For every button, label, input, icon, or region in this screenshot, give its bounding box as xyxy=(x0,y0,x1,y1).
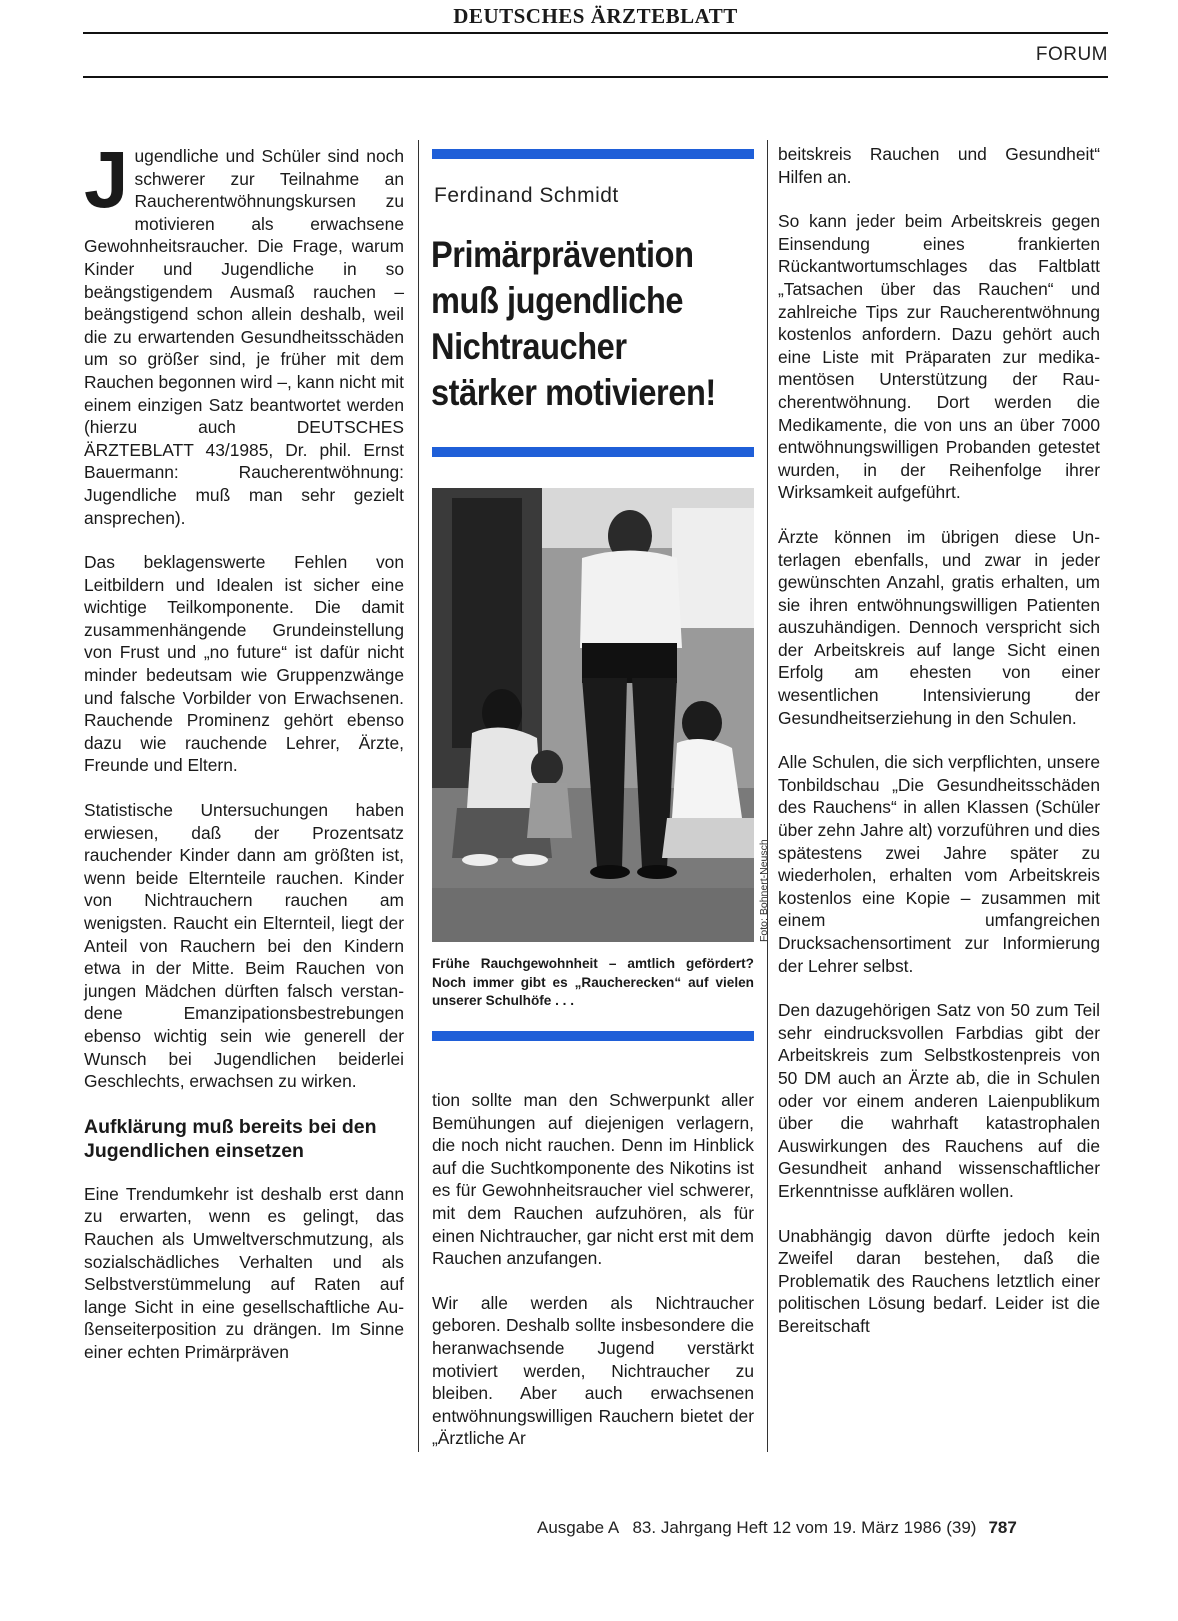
issue-info: Ausgabe A 83. Jahrgang Heft 12 vom 19. März 1986 (39) xyxy=(537,1518,977,1537)
masthead xyxy=(83,4,1108,34)
paragraph: beitskreis Rauchen und Gesundheit“ Hilfen an. xyxy=(778,144,1100,187)
column-divider xyxy=(767,140,768,1452)
masthead-rule xyxy=(83,32,1108,34)
column-1 xyxy=(84,135,404,1386)
paragraph: Das beklagenswerte Fehlen von Leitbildern und Idealen ist sicher eine wichtige Teilkomponente. Die damit zusammenhängende Grundeinstellung von Frust und „no future“ ist dafür nicht minder bedeutsam wie Gruppenzwänge und falsche Vorbilder von Erwachsenen. Rauchende Prominenz gehört ebenso dazu wie rauchende Lehrer, Ärzte, Freunde und Eltern. xyxy=(84,552,404,776)
lead-text: ugendliche und Schüler sind noch schwerer zur Teilnahme an Raucherentwöhnungskursen zu motivieren als erwachsene Gewohnheitsraucher. Die Frage, warum Kinder und Jugendliche in so beängstigendem Ausmaß rauchen – beängstigend schon allein deshalb, weil die zu erwartenden Gesundheitsschäden um so größer sind, je früher mit dem Rauchen begonnen wird –, kann nicht mit einem einzigen Satz beantwortet werden (hierzu auch DEUTSCHES ÄRZTEBLATT 43/1985, Dr. phil. Ernst Bauermann: Raucherentwöhnung: Jugendliche muß man sehr gezielt ansprechen). xyxy=(84,146,404,528)
title-line: Nichtraucher xyxy=(431,326,627,367)
paragraph: Unabhängig davon dürfte jedoch kein Zweifel daran bestehen, daß die Problematik des Rauchens letztlich einer politischen Lösung bedarf. Leider ist die Bereitschaft xyxy=(778,1225,1100,1336)
accent-bar xyxy=(432,1031,754,1041)
page-footer xyxy=(537,1518,1017,1538)
paragraph: Ärzte können im übrigen diese Unterlagen ebenfalls, und zwar in jeder gewünschten Anzahl, gratis erhalten, um sie ihren entwöhnungswilligen Patienten auszuhändigen. Dennoch verspricht sich der Arbeitskreis auf lange Sicht einen Erfolg am ehesten von einer wesentlichen Intensivierung der Gesundheitserziehung in den Schulen. xyxy=(778,526,1100,728)
column-2-body xyxy=(432,1089,754,1472)
article-title xyxy=(431,232,721,416)
subheading: Aufklärung muß bereits bei den Jugendlichen einsetzen xyxy=(84,1115,377,1162)
accent-bar xyxy=(432,447,754,457)
drop-cap: J xyxy=(84,135,129,224)
journal-name: DEUTSCHES ÄRZTEBLATT xyxy=(453,4,738,28)
title-line: stärker motivieren! xyxy=(431,372,716,413)
photo-illustration xyxy=(432,488,754,942)
photo-caption: Frühe Rauchgewohnheit – amtlich gefördert? Noch immer gibt es „Raucherecken“ auf vielen unserer Schulhöfe . . . xyxy=(432,956,754,1008)
header-rule xyxy=(83,76,1108,78)
paragraph: Eine Trendumkehr ist deshalb erst dann zu erwarten, wenn es gelingt, das Rauchen als Umweltverschmutzung, als sozialschädliches Verhalten und als Selbstverstümmelung auf Raten auf lange Sicht in eine gesellschaftliche Außenseiterposition zu drängen. Im Sinne einer echten Primärpräven xyxy=(84,1183,404,1362)
page-number: 787 xyxy=(988,1518,1017,1537)
title-line: Primärprävention xyxy=(431,234,694,275)
paragraph: Alle Schulen, die sich verpflichten, unsere Tonbildschau „Die Gesundheitsschäden des Rauchens“ in allen Klassen (Schüler über zehn Jahre alt) vorzuführen und dies spätestens zwei Jahre später zu wiederholen, erhalten vom Arbeitskreis kostenlos eine Kopie – zusammen mit einem umfangreichen Drucksachensortiment zur Informierung der Lehrer selbst. xyxy=(778,752,1100,976)
article-photo xyxy=(432,488,754,942)
column-divider xyxy=(418,140,419,1452)
section-label: FORUM xyxy=(1035,44,1108,65)
title-line: muß jugendliche xyxy=(431,280,684,321)
author-name: Ferdinand Schmidt xyxy=(434,184,619,207)
paragraph: Wir alle werden als Nichtraucher geboren. Deshalb sollte insbesondere die heranwachsende Jugend verstärkt motiviert werden, Nichtraucher zu bleiben. Aber auch erwachsenen entwöhnungswilligen Rauchern bietet der „Ärztliche Ar xyxy=(432,1292,754,1449)
lead-paragraph xyxy=(84,135,404,529)
photo-credit xyxy=(756,812,772,942)
accent-bar xyxy=(432,149,754,159)
paragraph: Statistische Untersuchungen haben erwiesen, daß der Prozentsatz rauchender Kinder dann am größten ist, wenn beide Elternteile rauchen. Kinder von Nichtrauchern rauchen am wenigsten. Raucht ein Elternteil, liegt der Anteil von Rauchern bei den Kindern etwa in der Mitte. Beim Rauchen von jungen Mädchen dürften falsch verstandene Emanzipationsbestrebungen ebenso wichtig sein wie generell der Wunsch bei Jugendlichen beiderlei Geschlechts, erwachsen zu wirken. xyxy=(84,800,404,1092)
paragraph: Den dazugehörigen Satz von 50 zum Teil sehr eindrucksvollen Farbdias gibt der Arbeitskreis zum Selbstkostenpreis von 50 DM auch an Ärzte ab, die in Schulen oder vor einem anderen Laienpublikum über die wahrhaft katastrophalen Auswirkungen des Rauchens auf die Gesundheit anhand wissenschaftlicher Erkenntnisse aufklären wollen. xyxy=(778,1000,1100,1201)
paragraph: tion sollte man den Schwerpunkt aller Bemühungen auf diejenigen verlagern, die noch nicht rauchen. Denn im Hinblick auf die Suchtkomponente des Nikotins ist es für Gewohnheitsraucher viel schwerer, mit dem Rauchen aufzuhören, als für einen Nichtraucher, gar nicht erst mit dem Rauchen anzufangen. xyxy=(432,1090,754,1269)
paragraph: So kann jeder beim Arbeitskreis gegen Einsendung eines frankierten Rückantwortumschlages das Faltblatt „Tatsachen über das Rauchen“ und zahlreiche Tips zur Raucherentwöhnung kostenlos anfordern. Dazu gehört auch eine Liste mit Präparaten zur medikamentösen Unterstützung der Raucherentwöhnung. Dort werden die Medikamente, die von uns an über 7000 entwöhnungswilligen Probanden getestet wurden, in der Reihenfolge ihrer Wirksamkeit aufgeführt. xyxy=(778,211,1100,503)
photo-credit-text: Foto: Bohnert-Neusch xyxy=(758,839,770,942)
column-3 xyxy=(778,143,1100,1360)
